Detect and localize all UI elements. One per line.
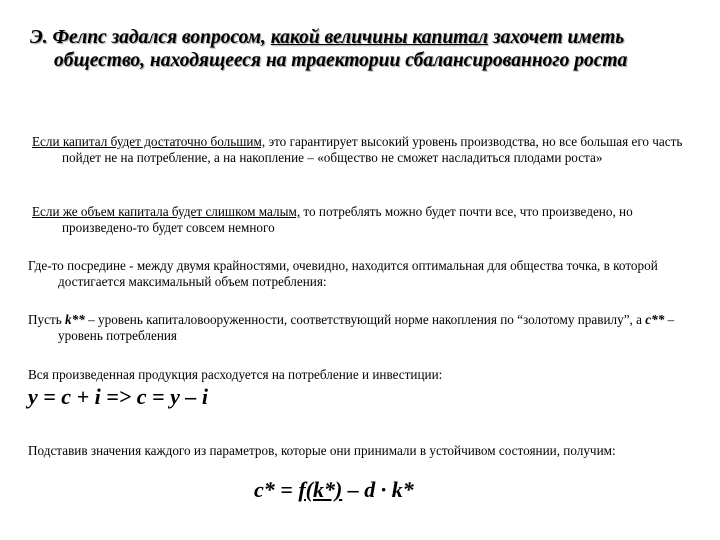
paragraph-text: Подставив значения каждого из параметров, которые они принимали в устойчивом состоянии, получим: xyxy=(28,443,616,458)
text-segment: – уровень капиталовооруженности, соответствующий норме накопления по “золотому правилу”, а xyxy=(84,312,646,327)
paragraph-rest: то потреблять можно будет почти все, что произведено, но произведено-то будет совсем немного xyxy=(62,204,633,235)
paragraph-text xyxy=(28,312,692,344)
paragraph-small-capital xyxy=(32,204,692,236)
formula-rhs: – d · k* xyxy=(342,477,414,502)
paragraph-text xyxy=(32,134,692,166)
underlined-phrase: Если же объем капитала будет слишком малым, xyxy=(32,204,301,219)
formula-consumption: y = c + i => c = y – i xyxy=(28,384,208,409)
paragraph-large-capital xyxy=(32,134,692,166)
title-part1: Э. Фелпс задался вопросом, xyxy=(30,27,271,48)
text-segment: Пусть xyxy=(28,312,66,327)
paragraph-text xyxy=(32,204,692,236)
text-segment: – уровень потребления xyxy=(58,312,675,343)
k-double-star: k** xyxy=(65,312,85,327)
paragraph-golden-rule xyxy=(28,312,692,344)
title-underlined: какой величины капитал xyxy=(270,27,489,48)
title-part3: захочет иметь общество, находящееся на траектории сбалансированного роста xyxy=(54,27,628,71)
paragraph-steady-state xyxy=(28,443,692,459)
paragraph-output-split xyxy=(28,367,692,383)
underlined-phrase: Если капитал будет достаточно большим, xyxy=(32,134,266,149)
title-text xyxy=(30,26,690,72)
paragraph-text: Где-то посредине - между двумя крайностями, очевидно, находится оптимальная для общества точка, в которой достигается максимальный объем потребления: xyxy=(28,258,658,289)
paragraph-text: Вся произведенная продукция расходуется на потребление и инвестиции: xyxy=(28,367,443,382)
formula-golden-rule xyxy=(254,477,414,503)
paragraph-rest: это гарантирует высокий уровень производства, но все большая его часть пойдет не на потребление, а на накопление – «общество не сможет насладиться плодами роста» xyxy=(62,134,683,165)
paragraph-optimal-point xyxy=(28,258,692,290)
c-double-star: c** xyxy=(645,312,665,327)
formula-lhs: c* = xyxy=(254,477,299,502)
formula-function: f(k*) xyxy=(298,477,343,502)
slide-title xyxy=(30,26,690,72)
